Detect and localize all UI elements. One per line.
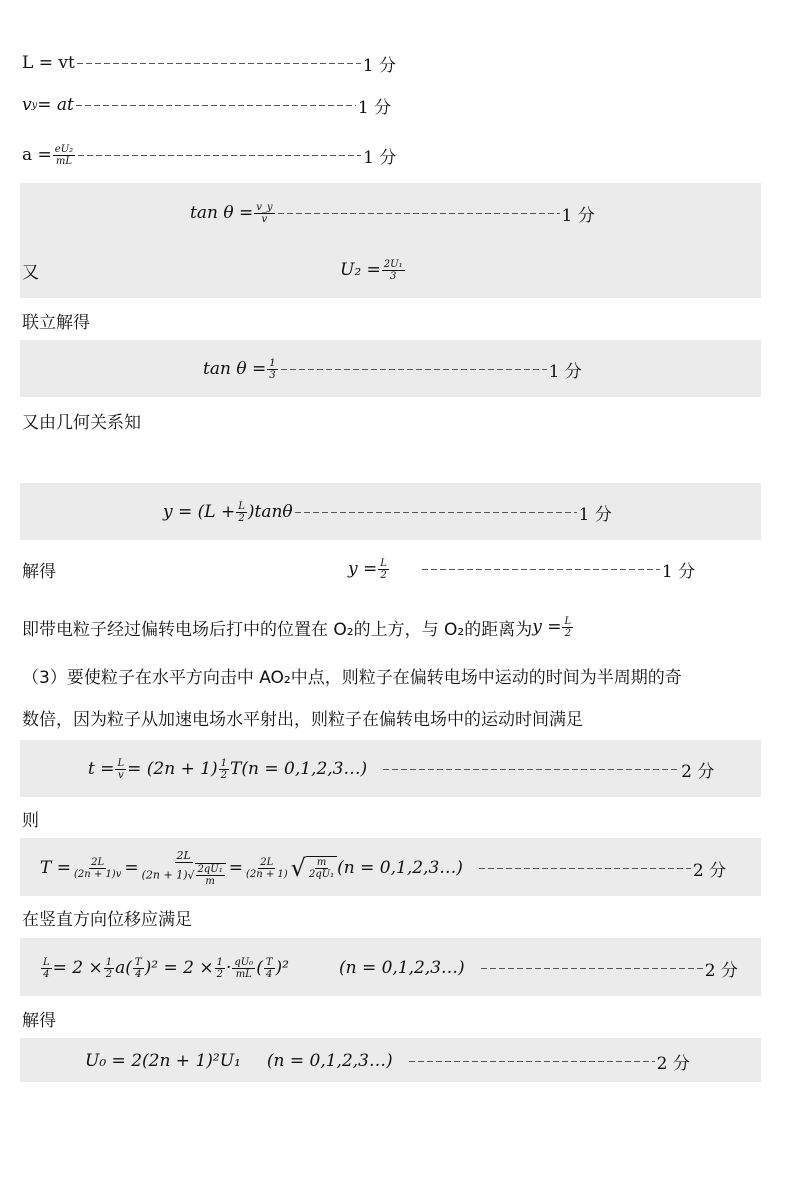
- text-then: 则: [22, 810, 39, 831]
- math-text: 即带电粒子经过偏转电场后打中的位置在 O₂的上方，与 O₂的距离为: [22, 619, 533, 640]
- fraction: [378, 558, 389, 581]
- math-text: (: [256, 958, 263, 978]
- math-text: (n = 0,1,2,3…): [338, 958, 465, 978]
- math-text: [195, 863, 226, 887]
- math-text: )²: [275, 958, 289, 978]
- numerator: m: [316, 857, 327, 868]
- equation-t: [88, 754, 714, 784]
- fraction: [236, 501, 247, 524]
- math-text: 2 分: [704, 960, 738, 981]
- denominator: 2: [564, 627, 571, 639]
- fraction: [219, 758, 229, 781]
- denominator: v: [261, 213, 268, 225]
- math-text: tan θ =: [203, 359, 267, 379]
- numerator: 1: [105, 956, 113, 968]
- math-text: 2 分: [692, 860, 727, 881]
- dash-leader: [409, 1061, 655, 1062]
- equation-period: [40, 849, 727, 887]
- numerator: eU₂: [54, 143, 74, 155]
- math-text: 1 分: [548, 361, 582, 382]
- fraction: [307, 857, 336, 880]
- math-text: a(: [115, 958, 132, 978]
- math-text: y =: [532, 617, 562, 637]
- math-text: v: [22, 95, 32, 115]
- fraction: [244, 857, 290, 880]
- fraction: [140, 849, 228, 887]
- dash-leader: [422, 569, 660, 570]
- math-text: 1 分: [661, 561, 696, 582]
- fraction: [104, 957, 114, 980]
- paragraph-part3: （3）要使粒子在水平方向击中 AO₂中点，则粒子在偏转电场中运动的时间为半周期的奇: [22, 667, 682, 688]
- numerator: T: [134, 956, 142, 968]
- numerator: L: [564, 615, 572, 627]
- equation-vy: [22, 90, 391, 120]
- math-text: )tanθ: [247, 502, 293, 522]
- math-text: (n = 0,1,2,3…): [266, 1051, 393, 1071]
- numerator: 2U₁: [383, 258, 403, 270]
- denominator: 4: [43, 968, 50, 980]
- denominator: m: [205, 876, 215, 887]
- fraction: [53, 144, 75, 167]
- equation-a: [22, 140, 396, 170]
- fraction: [133, 957, 144, 980]
- paragraph-part3-cont: 数倍，因为粒子从加速电场水平射出，则粒子在偏转电场中的运动时间满足: [22, 709, 583, 730]
- denominator: 2: [380, 569, 387, 581]
- dash-leader: [383, 769, 679, 770]
- math-text: = at: [37, 95, 74, 115]
- text-you: 又: [22, 262, 39, 283]
- dash-leader: [77, 63, 361, 64]
- square-root: √ $\frac{\text{2qU₁}}{m}$: [187, 863, 225, 887]
- math-text: 1 分: [561, 205, 595, 226]
- denominator: 2: [220, 769, 228, 781]
- math-text: (2n + 1): [141, 868, 188, 882]
- fraction: [72, 857, 123, 880]
- math-text: U₂ =: [340, 260, 381, 280]
- text-vertical: 在竖直方向位移应满足: [22, 909, 192, 930]
- math-text: 1 分: [362, 55, 397, 76]
- fraction: [41, 957, 52, 980]
- fraction: [562, 616, 573, 639]
- dash-leader: [281, 369, 547, 370]
- fraction: [215, 957, 225, 980]
- fraction: [264, 957, 275, 980]
- math-text: )² = 2 ×: [144, 958, 214, 978]
- numerator: 1: [216, 956, 223, 968]
- numerator: T: [265, 956, 273, 968]
- math-text: y =: [348, 559, 378, 579]
- math-text: a =: [22, 145, 52, 165]
- equation-u2: [340, 255, 406, 285]
- dash-leader: [76, 105, 356, 106]
- denominator: (2n + 1): [245, 868, 288, 880]
- math-text: [306, 856, 337, 880]
- numerator: L: [117, 757, 125, 769]
- math-text: y = (L +: [163, 502, 236, 522]
- equation-displacement: [40, 953, 738, 983]
- dash-leader: [78, 155, 361, 156]
- math-text: T =: [40, 858, 71, 878]
- equation-l-vt: [22, 48, 396, 78]
- numerator: qU₀: [234, 956, 254, 968]
- math-text: T(n = 0,1,2,3…): [230, 759, 368, 779]
- numerator: 1: [220, 757, 228, 769]
- math-text: = (2n + 1): [127, 759, 218, 779]
- numerator: L: [238, 500, 245, 512]
- fraction: [382, 259, 405, 282]
- denominator: [140, 863, 228, 887]
- fraction: [254, 202, 274, 225]
- math-text: y: [31, 99, 38, 111]
- denominator: 4: [135, 968, 142, 980]
- fraction: [267, 358, 277, 381]
- math-text: ·: [225, 958, 232, 978]
- math-text: U₀ = 2(2n + 1)²U₁: [85, 1051, 241, 1071]
- denominator: 2: [105, 968, 113, 980]
- math-text: 2 分: [681, 761, 715, 782]
- math-text: tan θ =: [190, 203, 254, 223]
- dash-leader: [295, 512, 577, 513]
- numerator: 2qU₁: [197, 864, 223, 875]
- equation-tan-result: [203, 354, 582, 384]
- math-text: L = vt: [22, 53, 75, 73]
- denominator: mL: [55, 155, 73, 167]
- dash-leader: [479, 868, 691, 869]
- text-solve: 联立解得: [22, 312, 90, 333]
- denominator: mL: [235, 968, 252, 980]
- numerator: 2L: [91, 856, 105, 868]
- numerator: 2L: [260, 856, 274, 868]
- equation-y-result: [348, 554, 695, 584]
- numerator: v_y: [256, 201, 273, 213]
- math-text: 1 分: [363, 147, 397, 168]
- equation-y: [163, 497, 612, 527]
- math-text: 1 分: [357, 97, 392, 118]
- fraction: [115, 758, 126, 781]
- fraction: [232, 957, 255, 980]
- denominator: (2n + 1)v: [74, 868, 122, 880]
- numerator: 2L: [176, 849, 191, 862]
- equation-u0: [85, 1046, 690, 1076]
- denominator: 4: [265, 968, 273, 980]
- denominator: 2: [238, 512, 245, 524]
- square-root: √ $\frac{m}{\text{2qU₁}}$: [291, 854, 338, 882]
- denominator: 2: [216, 968, 223, 980]
- denominator: 3: [390, 270, 397, 282]
- text-solve: 解得: [22, 1010, 56, 1031]
- conclusion-line: [22, 612, 574, 642]
- math-text: 1 分: [578, 504, 612, 525]
- text-geometry: 又由几何关系知: [22, 412, 141, 433]
- denominator: 3: [269, 369, 276, 381]
- denominator: v: [117, 769, 124, 781]
- numerator: L: [380, 557, 387, 569]
- fraction: [196, 864, 225, 887]
- dash-leader: [481, 968, 703, 969]
- numerator: L: [43, 956, 50, 968]
- dash-leader: [278, 213, 560, 214]
- math-text: t =: [88, 759, 115, 779]
- math-text: (n = 0,1,2,3…): [337, 858, 463, 878]
- math-text: =: [124, 858, 139, 878]
- numerator: 1: [269, 357, 276, 369]
- math-text: =: [228, 858, 243, 878]
- math-text: 2 分: [656, 1053, 690, 1074]
- text-solve: 解得: [22, 561, 56, 582]
- math-text: = 2 ×: [52, 958, 103, 978]
- equation-tan-theta: [190, 198, 595, 228]
- denominator: 2qU₁: [308, 869, 335, 880]
